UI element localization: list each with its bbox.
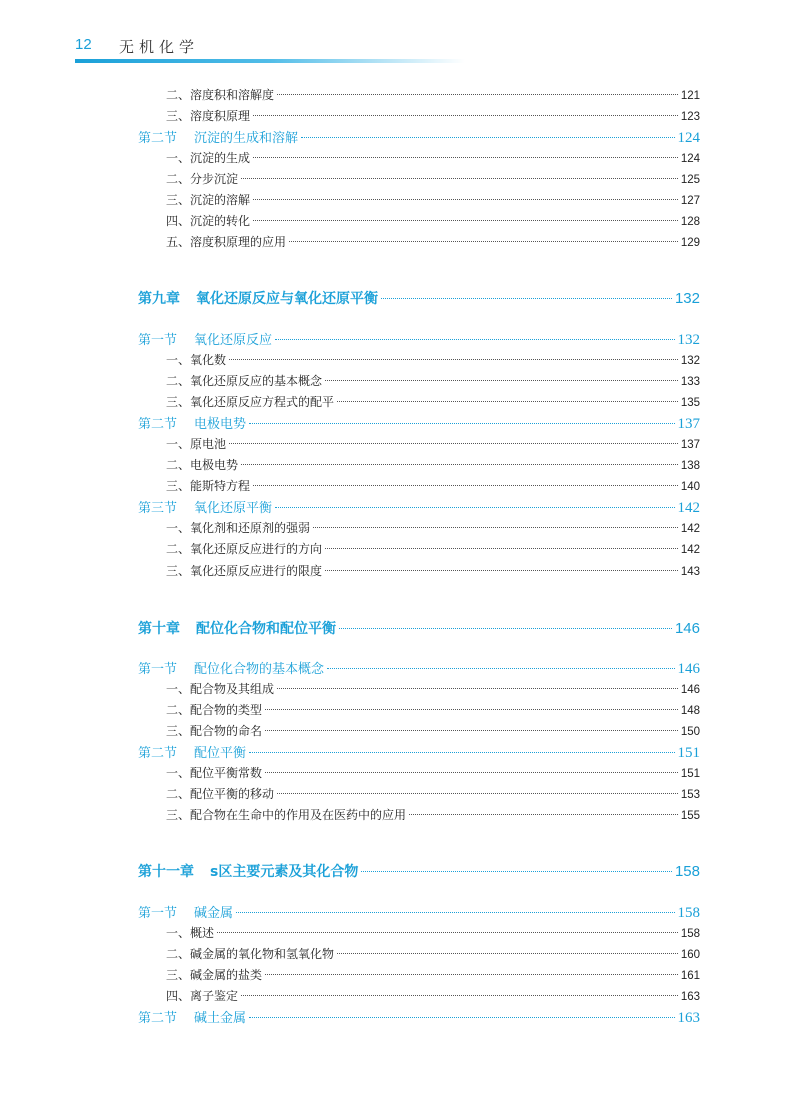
leader-dots (313, 527, 678, 528)
section-number: 第二节 (138, 131, 178, 146)
toc-page-number: 124 (680, 153, 700, 165)
toc-page-number: 148 (680, 705, 700, 717)
toc-page-number: 140 (680, 481, 700, 493)
header-rule (75, 59, 465, 63)
section-number: 第二节 (138, 1011, 178, 1026)
toc-item (166, 722, 700, 739)
toc-item-title: 三、配合物在生命中的作用及在医药中的应用 (166, 808, 407, 822)
toc-item (166, 170, 700, 187)
toc-page-number: 124 (677, 130, 700, 146)
leader-dots (327, 668, 674, 669)
chapter-title: 氧化还原反应与氧化还原平衡 (196, 291, 378, 307)
toc-page-number: 158 (677, 905, 700, 921)
toc-page-number: 138 (680, 460, 700, 472)
toc-item (166, 764, 700, 781)
leader-dots (253, 220, 678, 221)
toc-section (138, 127, 700, 147)
toc-item (166, 149, 700, 166)
leader-dots (301, 137, 674, 138)
leader-dots (241, 995, 678, 996)
toc-item-title: 三、配合物的命名 (166, 724, 263, 738)
section-number: 第二节 (138, 417, 178, 432)
leader-dots (275, 507, 674, 508)
leader-dots (236, 912, 674, 913)
section-title: 碱金属 (194, 906, 234, 921)
section-title: 配位化合物的基本概念 (194, 662, 325, 677)
toc-page-number: 128 (680, 216, 700, 228)
section-title: 氧化还原反应 (194, 333, 273, 348)
toc-item-title: 二、配位平衡的移动 (166, 787, 275, 801)
chapter-title: s区主要元素及其化合物 (210, 864, 359, 880)
toc-section (138, 497, 700, 517)
toc-item (166, 107, 700, 124)
toc-item-title: 三、溶度积原理 (166, 109, 251, 123)
toc-page-number: 158 (680, 928, 700, 940)
toc-item-title: 一、原电池 (166, 437, 227, 451)
leader-dots (325, 570, 678, 571)
toc-item (166, 945, 700, 962)
toc-page-number: 150 (680, 726, 700, 738)
leader-dots (337, 401, 678, 402)
leader-dots (361, 871, 672, 872)
section-number: 第一节 (138, 906, 178, 921)
toc-page-number: 163 (680, 991, 700, 1003)
leader-dots (253, 115, 678, 116)
toc-page-number: 163 (677, 1010, 700, 1026)
toc-item-title: 一、概述 (166, 926, 215, 940)
toc-page-number: 132 (680, 355, 700, 367)
chapter-number: 第十一章 (138, 864, 194, 880)
toc-item (166, 540, 700, 557)
section-title: 沉淀的生成和溶解 (194, 131, 299, 146)
toc-item-title: 二、分步沉淀 (166, 172, 239, 186)
toc-chapter (138, 618, 700, 638)
toc-item (166, 233, 700, 250)
toc-item-title: 二、配合物的类型 (166, 703, 263, 717)
toc-item-title: 二、碱金属的氧化物和氢氧化物 (166, 947, 335, 961)
toc-page-number: 135 (680, 397, 700, 409)
leader-dots (325, 548, 678, 549)
toc-page-number: 132 (674, 290, 700, 307)
toc-item (166, 785, 700, 802)
leader-dots (265, 974, 678, 975)
toc-page-number: 155 (680, 810, 700, 822)
toc-page-number: 137 (680, 439, 700, 451)
section-title: 碱土金属 (194, 1011, 247, 1026)
leader-dots (229, 359, 678, 360)
toc-item-title: 三、氧化还原反应方程式的配平 (166, 395, 335, 409)
toc-page-number: 142 (677, 500, 700, 516)
section-number: 第一节 (138, 662, 178, 677)
chapter-number: 第十章 (138, 621, 180, 637)
leader-dots (289, 241, 678, 242)
toc-page-number: 127 (680, 195, 700, 207)
toc-item-title: 二、氧化还原反应进行的方向 (166, 542, 323, 556)
toc-item (166, 435, 700, 452)
toc-page-number: 132 (677, 332, 700, 348)
toc-page-number: 121 (680, 90, 700, 102)
toc-page-number: 146 (680, 684, 700, 696)
toc-section (138, 413, 700, 433)
toc-item (166, 372, 700, 389)
toc-page-number: 123 (680, 111, 700, 123)
toc-item (166, 924, 700, 941)
toc-section (138, 742, 700, 762)
toc-chapter (138, 861, 700, 881)
toc-item-title: 一、氧化数 (166, 353, 227, 367)
chapter-number: 第九章 (138, 291, 180, 307)
toc-item-title: 三、沉淀的溶解 (166, 193, 251, 207)
toc-section (138, 902, 700, 922)
toc-item (166, 191, 700, 208)
toc-item (166, 456, 700, 473)
toc-item-title: 四、沉淀的转化 (166, 214, 251, 228)
leader-dots (241, 464, 678, 465)
toc-item (166, 86, 700, 103)
leader-dots (265, 772, 678, 773)
toc-section (138, 658, 700, 678)
toc-item-title: 一、氧化剂和还原剂的强弱 (166, 521, 311, 535)
toc-page-number: 151 (677, 745, 700, 761)
toc-item-title: 三、氧化还原反应进行的限度 (166, 564, 323, 578)
section-number: 第三节 (138, 501, 178, 516)
section-title: 配位平衡 (194, 746, 247, 761)
leader-dots (325, 380, 678, 381)
leader-dots (277, 94, 678, 95)
toc-page-number: 143 (680, 566, 700, 578)
toc-item-title: 三、碱金属的盐类 (166, 968, 263, 982)
book-title: 无机化学 (119, 38, 200, 56)
leader-dots (249, 752, 674, 753)
toc-item-title: 三、能斯特方程 (166, 479, 251, 493)
leader-dots (275, 339, 674, 340)
leader-dots (229, 443, 678, 444)
toc-item (166, 212, 700, 229)
page-number: 12 (75, 36, 92, 53)
section-title: 电极电势 (194, 417, 247, 432)
leader-dots (253, 485, 678, 486)
leader-dots (339, 628, 672, 629)
toc-page-number: 146 (677, 661, 700, 677)
toc-page-number: 133 (680, 376, 700, 388)
chapter-title: 配位化合物和配位平衡 (196, 621, 336, 637)
toc-item (166, 701, 700, 718)
toc-item-title: 五、溶度积原理的应用 (166, 235, 287, 249)
section-number: 第二节 (138, 746, 178, 761)
section-number: 第一节 (138, 333, 178, 348)
toc-item-title: 一、沉淀的生成 (166, 151, 251, 165)
toc-page-number: 142 (680, 544, 700, 556)
toc-item (166, 806, 700, 823)
leader-dots (277, 793, 678, 794)
toc-item-title: 二、氧化还原反应的基本概念 (166, 374, 323, 388)
toc-item (166, 351, 700, 368)
leader-dots (277, 688, 678, 689)
toc-item (166, 966, 700, 983)
toc-item (166, 680, 700, 697)
toc-page-number: 129 (680, 237, 700, 249)
toc-item (166, 477, 700, 494)
toc-item (166, 519, 700, 536)
toc-section (138, 329, 700, 349)
toc-page-number: 137 (677, 416, 700, 432)
leader-dots (381, 298, 672, 299)
leader-dots (265, 709, 678, 710)
toc-page-number: 160 (680, 949, 700, 961)
toc-chapter (138, 288, 700, 308)
toc-item-title: 二、溶度积和溶解度 (166, 88, 275, 102)
toc-item-title: 二、电极电势 (166, 458, 239, 472)
toc-page-number: 146 (674, 620, 700, 637)
toc-item (166, 987, 700, 1004)
toc-item-title: 四、离子鉴定 (166, 989, 239, 1003)
leader-dots (241, 178, 678, 179)
toc-page-number: 153 (680, 789, 700, 801)
toc-page-number: 142 (680, 523, 700, 535)
toc-page-number: 125 (680, 174, 700, 186)
section-title: 氧化还原平衡 (194, 501, 273, 516)
toc-page-number: 151 (680, 768, 700, 780)
leader-dots (249, 423, 674, 424)
toc-item-title: 一、配位平衡常数 (166, 766, 263, 780)
toc-page-number: 158 (674, 863, 700, 880)
toc-page-number: 161 (680, 970, 700, 982)
leader-dots (217, 932, 678, 933)
leader-dots (253, 157, 678, 158)
toc-section (138, 1007, 700, 1027)
leader-dots (409, 814, 678, 815)
toc-item-title: 一、配合物及其组成 (166, 682, 275, 696)
leader-dots (337, 953, 678, 954)
toc-item (166, 393, 700, 410)
leader-dots (265, 730, 678, 731)
leader-dots (249, 1017, 674, 1018)
toc-item (166, 562, 700, 579)
leader-dots (253, 199, 678, 200)
